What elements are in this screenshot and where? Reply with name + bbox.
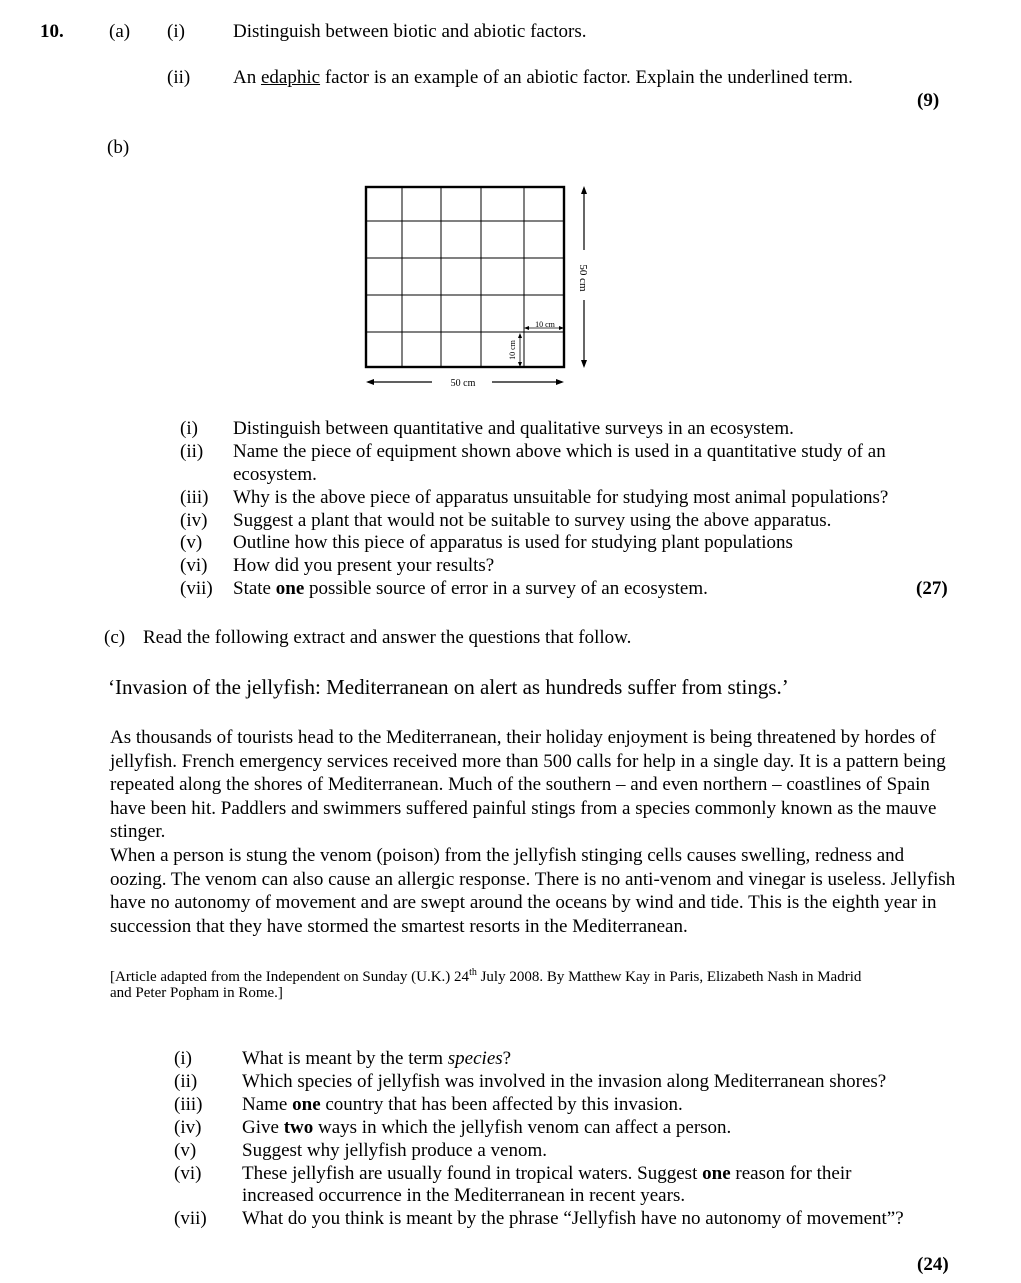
cell-height-label: 10 cm	[508, 340, 517, 360]
b-iii-number: (iii)	[180, 487, 209, 508]
b-i-text: Distinguish between quantitative and qualitative surveys in an ecosystem.	[233, 418, 794, 439]
c-ii-number: (ii)	[174, 1071, 198, 1092]
b-ii-text: Name the piece of equipment shown above which is used in a quantitative study of an	[233, 441, 886, 462]
c-iii-number: (iii)	[174, 1094, 203, 1115]
b-ii-number: (ii)	[180, 441, 204, 462]
b-vii-number: (vii)	[180, 578, 213, 599]
b-vii-text: State one possible source of error in a survey of an ecosystem.	[233, 578, 708, 599]
b-v-number: (v)	[180, 532, 203, 553]
b-vi-text: How did you present your results?	[233, 555, 495, 576]
c-vii-text: What do you think is meant by the phrase “Jellyfish have no autonomy of movement”?	[242, 1208, 904, 1229]
c-v-number: (v)	[174, 1140, 197, 1161]
cell-width-label: 10 cm	[535, 320, 555, 329]
part-a-label: (a)	[109, 21, 131, 42]
part-c-intro: Read the following extract and answer the questions that follow.	[143, 627, 632, 648]
c-vi-text: These jellyfish are usually found in tropical waters. Suggest one reason for their	[242, 1163, 852, 1184]
c-iv-text: Give two ways in which the jellyfish venom can affect a person.	[242, 1117, 732, 1138]
c-v-text: Suggest why jellyfish produce a venom.	[242, 1140, 548, 1161]
width-label: 50 cm	[450, 378, 476, 389]
b-ii-text-cont: ecosystem.	[233, 464, 317, 485]
quadrat-frame	[366, 187, 564, 367]
part-c-marks: (24)	[917, 1254, 949, 1275]
height-label: 50 cm	[577, 264, 589, 292]
c-ii-text: Which species of jellyfish was involved in the invasion along Mediterranean shores?	[242, 1071, 887, 1092]
part-a-marks: (9)	[917, 90, 940, 111]
article-paragraph-2: When a person is stung the venom (poison) from the jellyfish stinging cells causes swelling, redness and oozing. The venom can also cause an allergic response. There is no anti-venom and vinegar is useless. Jellyfish have no autonomy of movement and are swept around the oceans by wind and tide. This is the eighth year in succession that they have stormed the smartest resorts in the Mediterranean.	[110, 845, 956, 937]
question-number: 10.	[40, 21, 64, 42]
a-ii-text: An edaphic factor is an example of an abiotic factor. Explain the underlined term.	[233, 67, 853, 88]
article-source-line1: [Article adapted from the Independent on Sunday (U.K.) 24th July 2008. By Matthew Kay in Paris, Elizabeth Nash in Madrid	[110, 967, 862, 985]
c-i-text: What is meant by the term species?	[242, 1048, 512, 1069]
article-headline: ‘Invasion of the jellyfish: Mediterranean on alert as hundreds suffer from stings.’	[108, 675, 789, 699]
quadrat-diagram	[350, 178, 610, 396]
b-i-number: (i)	[180, 418, 198, 439]
b-iii-text: Why is the above piece of apparatus unsuitable for studying most animal populations?	[233, 487, 889, 508]
c-vi-text-cont: increased occurrence in the Mediterranean in recent years.	[242, 1185, 686, 1206]
c-iii-text: Name one country that has been affected by this invasion.	[242, 1094, 683, 1115]
a-i-text: Distinguish between biotic and abiotic factors.	[233, 21, 587, 42]
article-paragraph-1: As thousands of tourists head to the Mediterranean, their holiday enjoyment is being threatened by hordes of jellyfish. French emergency services received more than 500 calls for help in a single day. It is a pattern being repeated along the shores of Mediterranean. Much of the southern – and even northern – coastlines of Spain have been hit. Paddlers and swimmers suffered painful stings from a species commonly known as the mauve stinger.	[110, 727, 946, 843]
a-ii-number: (ii)	[167, 67, 191, 88]
b-iv-text: Suggest a plant that would not be suitable to survey using the above apparatus.	[233, 510, 832, 531]
c-i-number: (i)	[174, 1048, 192, 1069]
a-i-number: (i)	[167, 21, 185, 42]
part-b-label: (b)	[107, 137, 130, 158]
article-source-line2: and Peter Popham in Rome.]	[110, 985, 283, 1001]
edaphic-term: edaphic	[260, 67, 321, 88]
c-vii-number: (vii)	[174, 1208, 207, 1229]
b-iv-number: (iv)	[180, 510, 208, 531]
b-v-text: Outline how this piece of apparatus is used for studying plant populations	[233, 532, 793, 553]
part-c-label: (c)	[104, 627, 126, 648]
c-vi-number: (vi)	[174, 1163, 202, 1184]
c-iv-number: (iv)	[174, 1117, 202, 1138]
b-vi-number: (vi)	[180, 555, 208, 576]
part-b-marks: (27)	[916, 578, 948, 599]
